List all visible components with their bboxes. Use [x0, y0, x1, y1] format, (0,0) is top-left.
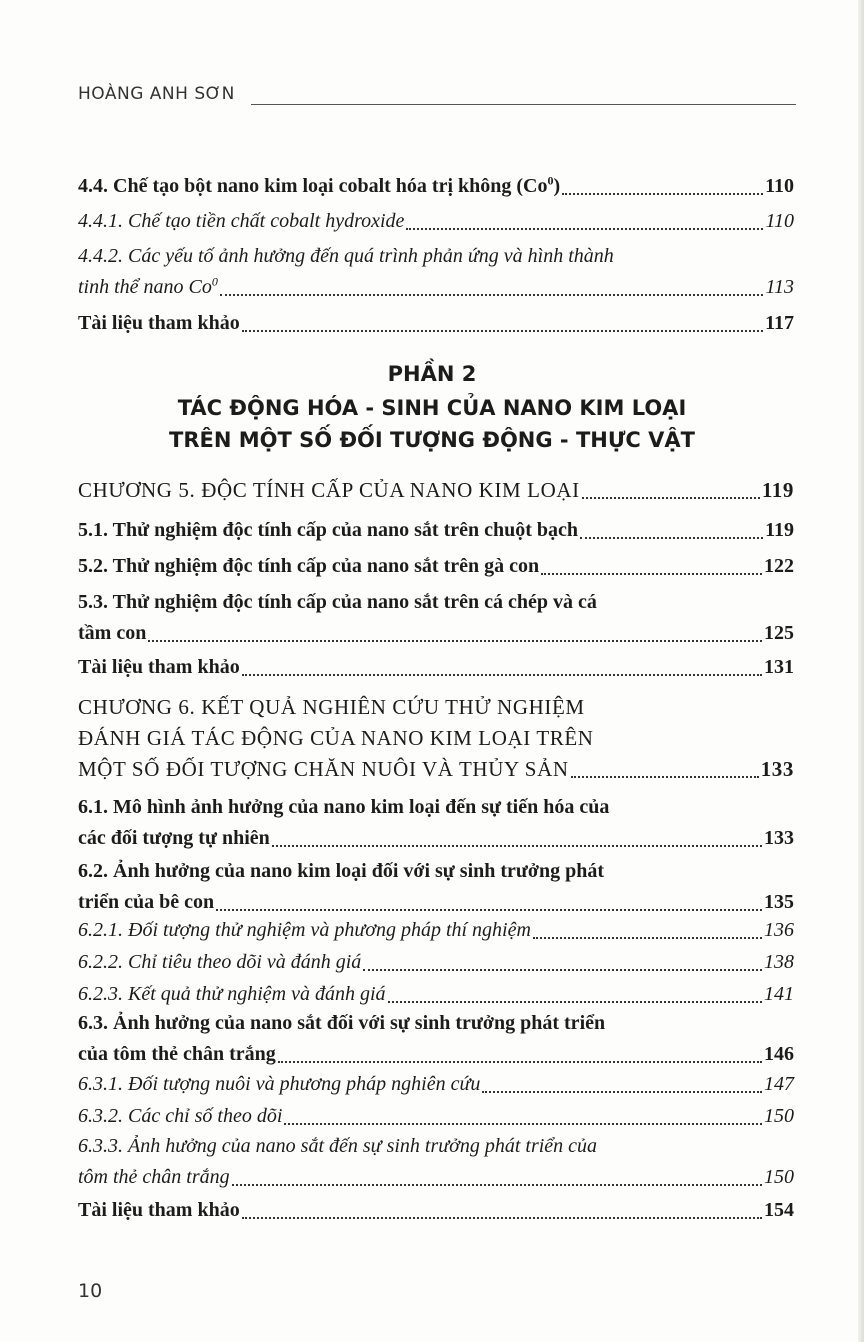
- toc-page-number: 113: [765, 276, 794, 298]
- toc-entry-title: 4.4.2. Các yếu tố ảnh hưởng đến quá trình phản ứng và hình thành: [78, 245, 614, 267]
- dot-leader: [216, 909, 762, 911]
- toc-entry-references-1: [78, 308, 794, 339]
- toc-entry-5-3: [78, 587, 794, 649]
- dot-leader: [242, 674, 762, 676]
- toc-chapter-5: [78, 475, 794, 506]
- toc-entry-5-2: [78, 551, 794, 582]
- toc-entry-4-4: [78, 171, 794, 202]
- part-title-line2: TRÊN MỘT SỐ ĐỐI TƯỢNG ĐỘNG - THỰC VẬT: [169, 428, 695, 452]
- toc-entry-title: 5.1. Thử nghiệm độc tính cấp của nano sắt trên chuột bạch: [78, 519, 579, 541]
- dot-leader: [571, 776, 759, 778]
- toc-page-number: 125: [764, 622, 794, 644]
- toc-page-number: 154: [764, 1199, 794, 1221]
- author-name: HOÀNG ANH SƠN: [78, 84, 235, 104]
- toc-page-number: 119: [765, 519, 794, 541]
- page-edge: [858, 0, 864, 1342]
- toc-entry-title-cont: triển của bê con: [78, 891, 215, 913]
- toc-page-number: 110: [765, 175, 794, 197]
- toc-entry-title: 6.1. Mô hình ảnh hưởng của nano kim loại đến sự tiến hóa của: [78, 796, 610, 818]
- toc-page-number: 147: [764, 1073, 794, 1095]
- dot-leader: [562, 193, 763, 195]
- toc-entry-title-cont: tinh thể nano Co$^0$: [78, 274, 218, 298]
- toc-page-number: 119: [761, 478, 794, 502]
- toc-entry-title: Tài liệu tham khảo: [78, 1199, 240, 1221]
- toc-chapter-title: CHƯƠNG 6. KẾT QUẢ NGHIÊN CỨU THỬ NGHIỆM: [78, 695, 585, 719]
- dot-leader: [533, 937, 762, 939]
- toc-entry-title: 4.4.1. Chế tạo tiền chất cobalt hydroxide: [78, 210, 405, 232]
- toc-page-number: 136: [764, 919, 794, 941]
- toc-entry-title: 5.2. Thử nghiệm độc tính cấp của nano sắt trên gà con: [78, 555, 540, 577]
- toc-page-number: 122: [764, 555, 794, 577]
- toc-entry-title: Tài liệu tham khảo: [78, 312, 240, 334]
- toc-page-number: 150: [764, 1166, 794, 1188]
- toc-chapter-6: [78, 692, 794, 785]
- dot-leader: [220, 294, 764, 296]
- toc-chapter-title-cont: ĐÁNH GIÁ TÁC ĐỘNG CỦA NANO KIM LOẠI TRÊN: [78, 726, 594, 750]
- toc-entry-title: 6.2.3. Kết quả thử nghiệm và đánh giá: [78, 983, 386, 1005]
- header-rule: [251, 104, 796, 105]
- toc-entry-title: 6.3.3. Ảnh hưởng của nano sắt đến sự sinh trưởng phát triển của: [78, 1135, 598, 1157]
- toc-entry-title: 6.2.2. Chỉ tiêu theo dõi và đánh giá: [78, 951, 362, 973]
- dot-leader: [242, 1217, 762, 1219]
- toc-page-number: 110: [765, 210, 794, 232]
- dot-leader: [482, 1091, 762, 1093]
- running-header: [78, 84, 796, 112]
- toc-chapter-title-cont: MỘT SỐ ĐỐI TƯỢNG CHĂN NUÔI VÀ THỦY SẢN: [78, 757, 569, 781]
- toc-page-number: 150: [764, 1105, 794, 1127]
- toc-entry-4-4-2: [78, 241, 794, 303]
- toc-page-number: 141: [764, 983, 794, 1005]
- toc-entry-references-3: [78, 1195, 794, 1226]
- toc-entry-title: Tài liệu tham khảo: [78, 656, 240, 678]
- toc-entry-4-4-1: [78, 206, 794, 237]
- toc-entry-6-3: [78, 1008, 794, 1070]
- toc-entry-title: 4.4. Chế tạo bột nano kim loại cobalt hóa trị không (Co$^0$): [78, 173, 561, 197]
- toc-entry-6-2-2: [78, 947, 794, 978]
- toc-entry-title-cont: các đối tượng tự nhiên: [78, 827, 270, 849]
- dot-leader: [406, 228, 763, 230]
- toc-entry-6-2-1: [78, 915, 794, 946]
- dot-leader: [580, 537, 763, 539]
- toc-entry-title-cont: của tôm thẻ chân trắng: [78, 1043, 276, 1065]
- toc-entry-5-1: [78, 515, 794, 546]
- toc-entry-title: 5.3. Thử nghiệm độc tính cấp của nano sắt trên cá chép và cá: [78, 591, 597, 613]
- page-number: 10: [78, 1280, 103, 1302]
- toc-entry-title: 6.2. Ảnh hưởng của nano kim loại đối với sự sinh trưởng phát: [78, 860, 605, 882]
- toc-page-number: 133: [764, 827, 794, 849]
- toc-entry-title-cont: tầm con: [78, 622, 147, 644]
- toc-page-number: 131: [764, 656, 794, 678]
- toc-entry-6-3-2: [78, 1101, 794, 1132]
- toc-page-number: 133: [760, 757, 794, 781]
- part-title-line1: TÁC ĐỘNG HÓA - SINH CỦA NANO KIM LOẠI: [177, 396, 687, 420]
- toc-entry-title: 6.3.1. Đối tượng nuôi và phương pháp nghiên cứu: [78, 1073, 481, 1095]
- toc-entry-6-3-1: [78, 1069, 794, 1100]
- toc-entry-title-cont: tôm thẻ chân trắng: [78, 1166, 230, 1188]
- dot-leader: [541, 573, 762, 575]
- dot-leader: [582, 497, 760, 499]
- dot-leader: [272, 845, 762, 847]
- toc-entry-title: 6.3. Ảnh hưởng của nano sắt đối với sự sinh trưởng phát triển: [78, 1012, 606, 1034]
- toc-page-number: 117: [765, 312, 794, 334]
- toc-entry-6-1: [78, 792, 794, 854]
- toc-entry-references-2: [78, 652, 794, 683]
- toc-entry-6-3-3: [78, 1131, 794, 1193]
- dot-leader: [148, 640, 762, 642]
- toc-entry-6-2: [78, 856, 794, 918]
- dot-leader: [363, 969, 762, 971]
- toc-page-number: 138: [764, 951, 794, 973]
- toc-chapter-title: CHƯƠNG 5. ĐỘC TÍNH CẤP CỦA NANO KIM LOẠI: [78, 478, 580, 502]
- toc-page-number: 135: [764, 891, 794, 913]
- toc-entry-title: 6.3.2. Các chỉ số theo dõi: [78, 1105, 283, 1127]
- dot-leader: [284, 1123, 762, 1125]
- dot-leader: [242, 330, 763, 332]
- part-label: PHẦN 2: [387, 362, 477, 386]
- dot-leader: [232, 1184, 762, 1186]
- toc-page-number: 146: [764, 1043, 794, 1065]
- dot-leader: [278, 1061, 762, 1063]
- toc-entry-title: 6.2.1. Đối tượng thử nghiệm và phương pháp thí nghiệm: [78, 919, 531, 941]
- dot-leader: [388, 1001, 762, 1003]
- toc-entry-6-2-3: [78, 979, 794, 1010]
